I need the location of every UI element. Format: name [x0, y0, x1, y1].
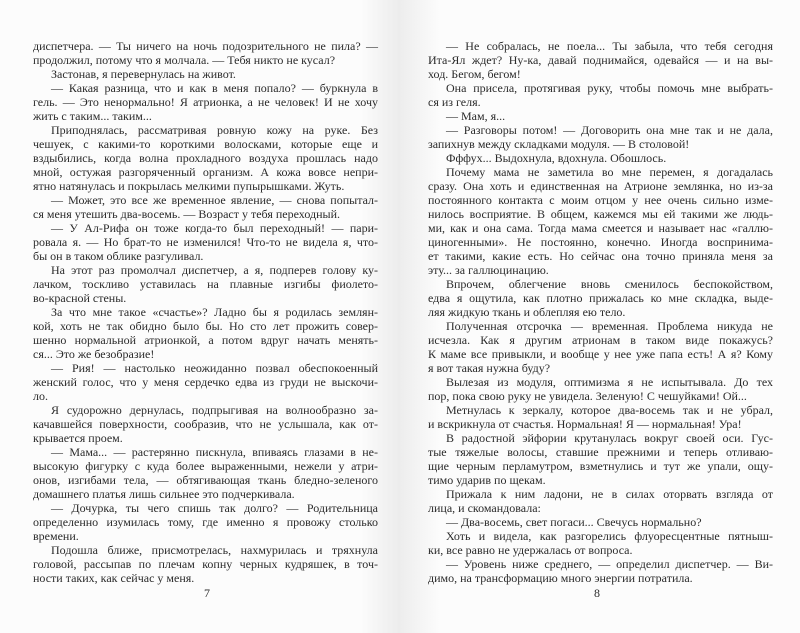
text-line: циногенными». Не постоянно, конечно. Иногда воспринима- [428, 235, 773, 249]
text-line: — Два-восемь, свет погаси... Свечусь нормально? [446, 515, 702, 529]
text-line: я вот такая нужна буду? [428, 361, 551, 375]
text-line: домашнего платья лишь сильнее это подчеркивала. [33, 487, 295, 501]
text-line: — У Ал-Рифа он тоже когда-то был переходный! — пари- [51, 221, 378, 235]
text-line: Приподнялась, рассматривая ровную кожу на руке. Без [51, 123, 378, 137]
text-line: Фффух... Выдохнула, вдохнула. Обошлось. [446, 151, 667, 165]
text-line: — Дочурка, ты чего спишь так долго? — Родительница [51, 501, 378, 515]
text-line: Вылезая из модуля, оптимизма я не испытывала. До тех [446, 375, 773, 389]
page-text [33, 39, 378, 585]
text-line: нилось восприятие. В общем, кажемся мы ей такими же людь- [428, 207, 773, 221]
text-line: Застонав, я перевернулась на живот. [51, 67, 236, 81]
text-line: шенно нормальной атрионкой, а потом вдруг начать менять- [33, 333, 378, 347]
text-line: ровала я. — Но брат-то не изменился! Что-то не видела я, что- [33, 235, 378, 249]
text-line: пор, пока свою руку не увидела. Зеленую! С чешуйками! Ой... [428, 389, 747, 403]
text-line: эту... за галлюцинацию. [428, 263, 549, 277]
text-line: В радостной эйфории крутанулась вокруг своей оси. Гус- [446, 431, 773, 445]
text-line: лица, и скомандовала: [428, 501, 541, 515]
text-line: исчезла. Как я другим атрионам в таком виде покажусь? [428, 333, 773, 347]
text-line: Она присела, протягивая руку, чтобы помочь мне выбрать- [446, 81, 773, 95]
text-line: Почему мама не заметила во мне перемен, я догадалась [446, 165, 773, 179]
text-line: щие черным перламутром, взметнулись и тут же упали, ощу- [428, 459, 773, 473]
text-line: ся меня утешить два-восемь. — Возраст у тебя переходный. [33, 207, 341, 221]
text-line: кой, хоть не так обидно было бы. Но сто лет прожить совер- [33, 319, 378, 333]
text-line: диспетчера. — Ты ничего на ночь подозрительного не пила? — [33, 39, 378, 53]
text-line: ся... Это же безобразие! [33, 347, 155, 361]
text-line: женский голос, что у меня сердечко едва из груди не выскочи- [33, 375, 378, 389]
text-line: ся из геля. [428, 95, 481, 109]
text-line: Метнулась к зеркалу, которое два-восемь так и не убрал, [446, 403, 773, 417]
right-page [400, 0, 800, 633]
text-line: качавшейся поверхности, сообразив, что не услышала, как от- [33, 417, 378, 431]
text-line: и вскрикнула от счастья. Нормальная! Я — нормальная! Ура! [428, 417, 742, 431]
text-line: сразу. Она хоть и единственная на Атрионе землянка, но из-за [428, 179, 773, 193]
text-line: ности таких, как сейчас у меня. [33, 571, 195, 585]
text-line: чешуек, с какими-то короткими волосками, которые еще и [33, 137, 378, 151]
text-line: высокую фигурку с куда более выраженными, нежели у атри- [33, 459, 378, 473]
text-line: — Рия! — настолько неожиданно позвал обеспокоенный [51, 361, 378, 375]
text-line: крывается проем. [33, 431, 123, 445]
text-line: К маме все привыкли, и вообще у нее уже папа есть! А я? Кому [428, 347, 773, 361]
text-line: — Мама... — растерянно пискнула, впиваясь глазами в не- [51, 445, 378, 459]
text-line: ляя жидкую ткань и облепляя ею тело. [428, 305, 626, 319]
text-line: Впрочем, облегчение вновь сменилось беспокойством, [446, 277, 773, 291]
text-line: ятно натянулась и покрылась мелкими пупырышками. Жуть. [33, 179, 345, 193]
text-line: едва я ощутила, как плотно прижалась ко мне складка, выде- [428, 291, 773, 305]
page-number: 8 [594, 586, 600, 600]
text-line: — Не собралась, не поела... Ты забыла, что тебя сегодня [446, 39, 773, 53]
text-line: ло. [33, 389, 48, 403]
text-line: лачком, тоскливо уставилась на плавные изгибы фиолето- [33, 277, 378, 291]
text-line: — Может, это все же временное явление, — снова попытал- [51, 193, 378, 207]
text-line: Подошла ближе, присмотрелась, нахмурилась и тряхнула [51, 543, 378, 557]
text-line: — Какая разница, что и как в меня попало? — буркнула в [51, 81, 378, 95]
text-line: жить с таким... таким... [33, 109, 152, 123]
text-line: Я судорожно дернулась, подпрыгивая на волнообразно за- [51, 403, 378, 417]
text-line: — Уровень ниже среднего, — определил диспетчер. — Ви- [446, 557, 773, 571]
text-line: во-красной стены. [33, 291, 127, 305]
text-line: Ита-Ял ждет? Ну-ка, давай поднимайся, одевайся — и на вы- [428, 53, 773, 67]
text-line: продолжил, потому что я молчала. — Тебя никто не кусал? [33, 53, 336, 67]
text-line: Полученная отсрочка — временная. Проблема никуда не [446, 319, 773, 333]
text-line: На этот раз промолчал диспетчер, а я, подперев голову ку- [51, 263, 378, 277]
text-line: бы он в таком облике разгуливал. [33, 249, 204, 263]
text-line: онов, изгибами тела, — обтягивающая ткань бледно-зеленого [33, 473, 378, 487]
text-line: — Разговоры потом! — Договорить она мне так и не дала, [446, 123, 773, 137]
text-line: вздыбились, когда волна прохладного воздуха прошлась надо [33, 151, 378, 165]
text-line: времени. [33, 529, 79, 543]
text-line: определенно изумилась тому, где именно я провожу столько [33, 515, 378, 529]
text-line: мной, остужая разгоряченный организм. А кожа вовсе непри- [33, 165, 378, 179]
text-line: Хоть и видела, как разгорелись флуоресцентные пятныш- [446, 529, 773, 543]
text-line: димо, на трансформацию много энергии потратила. [428, 571, 693, 585]
text-line: ки, все равно не удержалась от вопроса. [428, 543, 633, 557]
text-line: За что мне такое «счастье»? Ладно бы я родилась землян- [51, 305, 378, 319]
text-line: ет такими, какие есть. Но сейчас она точно приняла меня за [428, 249, 773, 263]
text-line: головой, рассыпав по плечам копну черных кудряшек, в точ- [33, 557, 378, 571]
text-line: ми, как и она сама. Тогда мама смеется и называет нас «галлю- [428, 221, 773, 235]
page-number: 7 [204, 586, 210, 600]
text-line: ход. Бегом, бегом! [428, 67, 521, 81]
text-line: тимо ударив по щекам. [428, 473, 546, 487]
page-text [428, 39, 773, 585]
text-line: тые тяжелые волосы, ставшие прежними и теперь отливаю- [428, 445, 773, 459]
text-line: постоянного контакта с моим отцом у нее очень сильно изме- [428, 193, 773, 207]
text-line: запихнув между складками модуля. — В столовой! [428, 137, 690, 151]
text-line: — Мам, я... [446, 109, 506, 123]
text-line: Прижала к ним ладони, не в силах оторвать взгляда от [446, 487, 773, 501]
text-line: гель. — Это ненормально! Я атрионка, а не человек! И не хочу [33, 95, 378, 109]
